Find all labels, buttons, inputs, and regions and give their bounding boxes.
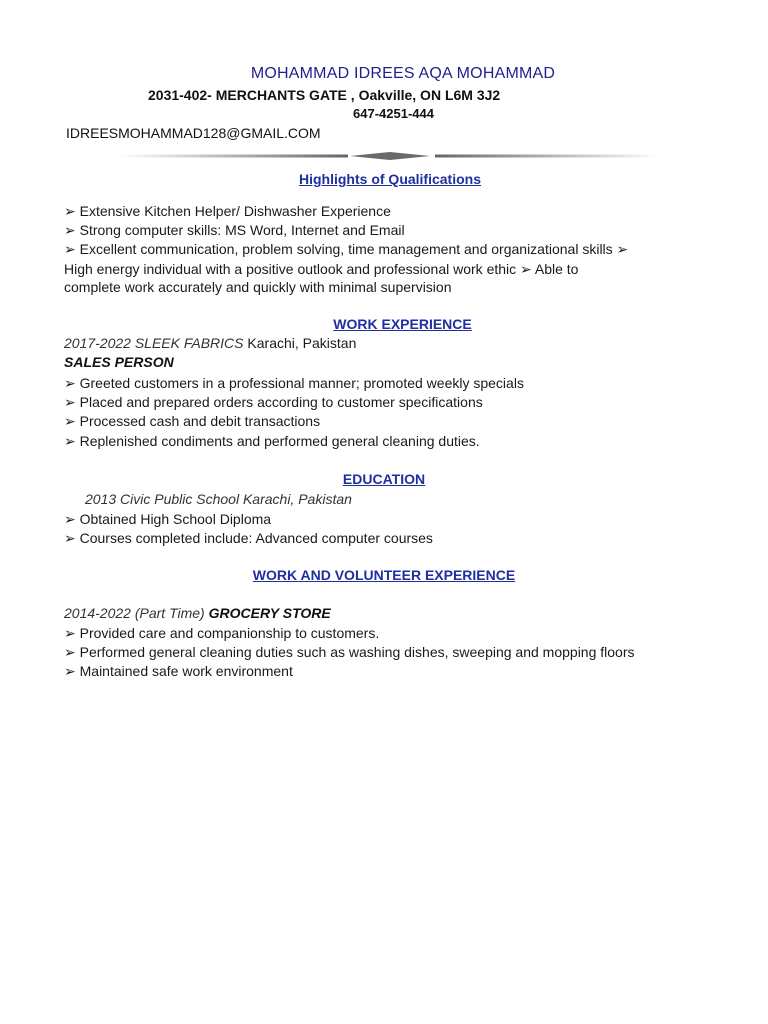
qualification-line: ➢ Extensive Kitchen Helper/ Dishwasher Experience [64,203,391,219]
email-address: IDREESMOHAMMAD128@GMAIL.COM [66,125,321,141]
decorative-divider [120,151,660,161]
volunteer-dates: 2014-2022 (Part Time) [64,605,209,621]
education-bullet: ➢ Obtained High School Diploma [64,511,272,527]
volunteer-bullet: ➢ Maintained safe work environment [64,663,293,679]
address: 2031-402- MERCHANTS GATE , Oakville, ON L6M 3J2 [148,87,501,103]
section-heading-work: WORK EXPERIENCE [333,316,472,332]
volunteer-entry [64,605,331,621]
section-heading-qualifications: Highlights of Qualifications [299,171,481,187]
volunteer-employer: GROCERY STORE [208,605,331,621]
work-location: Karachi, Pakistan [243,335,357,351]
volunteer-bullet: ➢ Provided care and companionship to customers. [64,625,380,641]
education-bullet: ➢ Courses completed include: Advanced computer courses [64,530,433,546]
qualification-line: complete work accurately and quickly with minimal supervision [64,279,452,295]
section-heading-education: EDUCATION [342,471,426,487]
work-bullet: ➢ Greeted customers in a professional manner; promoted weekly specials [64,375,524,391]
work-bullet: ➢ Processed cash and debit transactions [64,413,321,429]
education-entry: 2013 Civic Public School Karachi, Pakistan [85,491,352,507]
work-role: SALES PERSON [64,354,174,370]
work-entry [64,335,356,351]
qualification-line: ➢ Strong computer skills: MS Word, Internet and Email [64,222,405,238]
phone-number: 647-4251-444 [353,106,434,121]
work-bullet: ➢ Replenished condiments and performed general cleaning duties. [64,433,480,449]
volunteer-bullet: ➢ Performed general cleaning duties such as washing dishes, sweeping and mopping floors [64,644,635,660]
work-dates-company: 2017-2022 SLEEK FABRICS [64,335,244,351]
qualification-line: High energy individual with a positive outlook and professional work ethic ➢ Able to [64,261,579,277]
section-heading-volunteer: WORK AND VOLUNTEER EXPERIENCE [252,567,516,583]
resume-name: MOHAMMAD IDREES AQA MOHAMMAD [250,65,556,82]
work-bullet: ➢ Placed and prepared orders according to customer specifications [64,394,483,410]
qualification-line: ➢ Excellent communication, problem solving, time management and organizational skills ➢ [64,241,629,257]
